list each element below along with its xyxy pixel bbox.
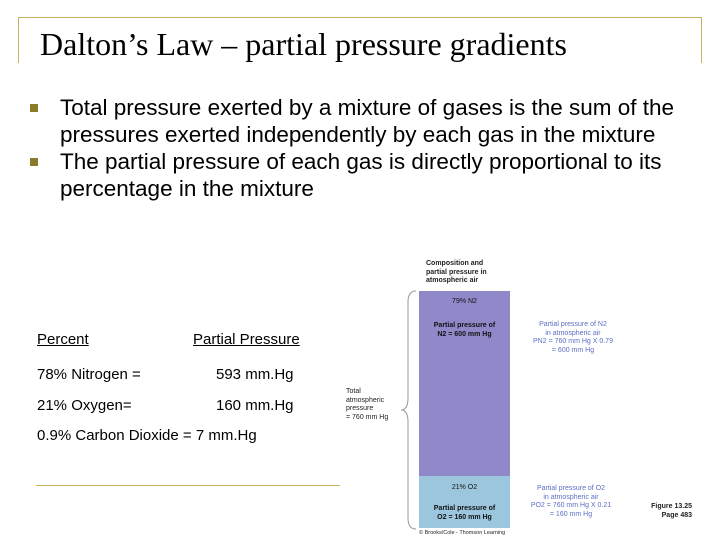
o2-partial-pressure-label: Partial pressure of O2 = 160 mm Hg xyxy=(433,505,496,521)
frame-left-line xyxy=(18,17,19,63)
n2-calculation: Partial pressure of N2 in atmospheric air PN2 = 760 mm Hg X 0.79 = 600 mm Hg xyxy=(533,321,613,354)
bullet-text: The partial pressure of each gas is directly proportional to its percentage in the mixture xyxy=(60,149,662,201)
n2-percent-label: 79% N2 xyxy=(452,298,477,305)
bullet-list xyxy=(30,94,690,202)
n2-bar xyxy=(419,291,510,476)
bullet-item xyxy=(30,94,690,148)
figure-credit: © Brooks/Cole - Thomson Learning xyxy=(419,530,506,536)
frame-right-line xyxy=(701,17,702,63)
figure-heading: Composition and partial pressure in atmospheric air xyxy=(426,260,487,284)
slide-title: Dalton’s Law – partial pressure gradients xyxy=(40,26,567,62)
bullet-text: Total pressure exerted by a mixture of gases is the sum of the pressures exerted independently by each gas in the mixture xyxy=(60,95,675,147)
total-pressure-brace xyxy=(400,290,418,530)
total-pressure-label: Total atmospheric pressure = 760 mm Hg xyxy=(346,388,389,421)
figure-caption: Figure 13.25 Page 483 xyxy=(651,503,692,519)
bullet-square-icon xyxy=(30,104,38,112)
o2-calculation: Partial pressure of O2 in atmospheric air PO2 = 760 mm Hg X 0.21 = 160 mm Hg xyxy=(530,485,612,518)
bullet-square-icon xyxy=(30,158,38,166)
table-bottom-line xyxy=(36,485,340,486)
table-header-percent: Percent xyxy=(37,331,89,348)
frame-top-line xyxy=(18,17,702,18)
bullet-item xyxy=(30,148,690,202)
o2-percent-label: 21% O2 xyxy=(451,484,478,491)
table-header-partial-pressure: Partial Pressure xyxy=(193,331,300,348)
table-row-nitrogen-value: 593 mm.Hg xyxy=(216,366,294,383)
table-row-oxygen-label: 21% Oxygen= xyxy=(37,397,132,414)
table-row-nitrogen-label: 78% Nitrogen = xyxy=(37,366,141,383)
table-row-oxygen-value: 160 mm.Hg xyxy=(216,397,294,414)
n2-partial-pressure-label: Partial pressure of N2 = 600 mm Hg xyxy=(433,322,496,338)
table-row-co2: 0.9% Carbon Dioxide = 7 mm.Hg xyxy=(37,427,257,444)
